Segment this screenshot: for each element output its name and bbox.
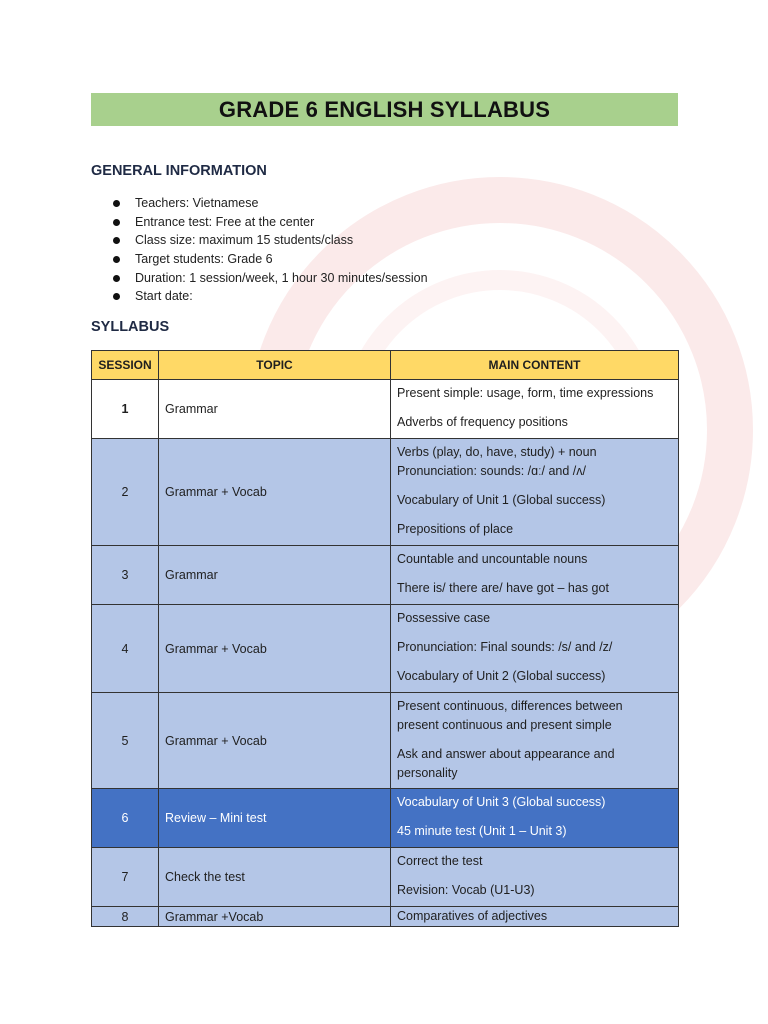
session-cell: 5 [92, 693, 159, 789]
content-line: Verbs (play, do, have, study) + noun [397, 445, 597, 459]
content-line: Vocabulary of Unit 3 (Global success) [397, 795, 606, 809]
list-item [111, 213, 428, 232]
session-cell: 6 [92, 789, 159, 848]
main-content-cell [391, 546, 679, 605]
topic-cell: Review – Mini test [159, 789, 391, 848]
general-information-list [111, 194, 428, 306]
main-content-cell [391, 907, 679, 927]
content-line: Adverbs of frequency positions [397, 415, 568, 429]
syllabus-table-body [92, 380, 679, 927]
list-item [111, 250, 428, 269]
content-line: Pronunciation: Final sounds: /s/ and /z/ [397, 640, 613, 654]
content-paragraph [397, 638, 672, 657]
main-content-cell [391, 848, 679, 907]
table-row [92, 380, 679, 439]
bullet-icon [113, 293, 120, 300]
content-paragraph [397, 491, 672, 510]
topic-cell: Grammar [159, 546, 391, 605]
table-row [92, 439, 679, 546]
content-line: Vocabulary of Unit 2 (Global success) [397, 669, 606, 683]
list-item [111, 231, 428, 250]
list-item-text: Target students: Grade 6 [135, 252, 273, 267]
topic-cell: Grammar [159, 380, 391, 439]
content-paragraph [397, 550, 672, 569]
table-header-row [92, 351, 679, 380]
main-content-cell [391, 439, 679, 546]
general-information-heading: GENERAL INFORMATION [91, 163, 267, 179]
table-row [92, 789, 679, 848]
content-paragraph [397, 579, 672, 598]
content-line: Correct the test [397, 854, 483, 868]
content-paragraph [397, 520, 672, 539]
list-item [111, 194, 428, 213]
bullet-icon [113, 219, 120, 226]
content-line: Revision: Vocab (U1-U3) [397, 883, 535, 897]
content-paragraph [397, 413, 672, 432]
session-cell: 2 [92, 439, 159, 546]
syllabus-heading: SYLLABUS [91, 319, 170, 335]
list-item [111, 287, 428, 306]
content-line: Countable and uncountable nouns [397, 552, 588, 566]
bullet-icon [113, 237, 120, 244]
content-paragraph [397, 443, 672, 481]
bullet-icon [113, 200, 120, 207]
table-row [92, 907, 679, 927]
main-content-cell [391, 605, 679, 693]
content-paragraph [397, 384, 672, 403]
header-main-content: MAIN CONTENT [391, 351, 679, 380]
topic-cell: Grammar +Vocab [159, 907, 391, 927]
list-item [111, 269, 428, 288]
title-banner [91, 93, 678, 126]
topic-cell: Grammar + Vocab [159, 439, 391, 546]
main-content-cell [391, 380, 679, 439]
content-line: Present simple: usage, form, time expressions [397, 386, 654, 400]
content-line: present continuous and present simple [397, 718, 612, 732]
table-row [92, 848, 679, 907]
main-content-cell [391, 789, 679, 848]
session-cell: 7 [92, 848, 159, 907]
content-line: Prepositions of place [397, 522, 514, 536]
list-item-text: Teachers: Vietnamese [135, 196, 259, 210]
content-paragraph [397, 822, 672, 841]
list-item-text: Entrance test: Free at the center [135, 214, 315, 229]
content-paragraph [397, 881, 672, 900]
content-line: There is/ there are/ have got – has got [397, 581, 609, 595]
content-line: Vocabulary of Unit 1 (Global success) [397, 493, 606, 507]
syllabus-table [91, 350, 679, 927]
content-line: Comparatives of adjectives [397, 909, 548, 923]
table-row [92, 693, 679, 789]
list-item-text: Duration: 1 session/week, 1 hour 30 minutes/session [135, 270, 428, 285]
main-content-cell [391, 693, 679, 789]
table-row [92, 605, 679, 693]
content-paragraph [397, 667, 672, 686]
content-line: 45 minute test (Unit 1 – Unit 3) [397, 824, 567, 838]
topic-cell: Check the test [159, 848, 391, 907]
topic-cell: Grammar + Vocab [159, 693, 391, 789]
bullet-icon [113, 256, 120, 263]
content-line: personality [397, 766, 458, 780]
session-cell: 1 [92, 380, 159, 439]
session-cell: 4 [92, 605, 159, 693]
content-line: Possessive case [397, 611, 491, 625]
content-paragraph [397, 697, 672, 735]
content-paragraph [397, 745, 672, 783]
session-cell: 3 [92, 546, 159, 605]
content-paragraph [397, 609, 672, 628]
content-paragraph [397, 793, 672, 812]
content-paragraph [397, 907, 672, 926]
content-paragraph [397, 852, 672, 871]
list-item-text: Start date: [135, 289, 193, 304]
table-row [92, 546, 679, 605]
content-line: Pronunciation: sounds: /ɑː/ and /ʌ/ [397, 464, 587, 478]
bullet-icon [113, 275, 120, 282]
content-line: Ask and answer about appearance and [397, 747, 615, 761]
page-title: GRADE 6 ENGLISH SYLLABUS [218, 96, 551, 122]
session-cell: 8 [92, 907, 159, 927]
header-topic: TOPIC [159, 351, 391, 380]
content-line: Present continuous, differences between [397, 699, 623, 713]
header-session: SESSION [92, 351, 159, 380]
topic-cell: Grammar + Vocab [159, 605, 391, 693]
list-item-text: Class size: maximum 15 students/class [135, 233, 354, 248]
